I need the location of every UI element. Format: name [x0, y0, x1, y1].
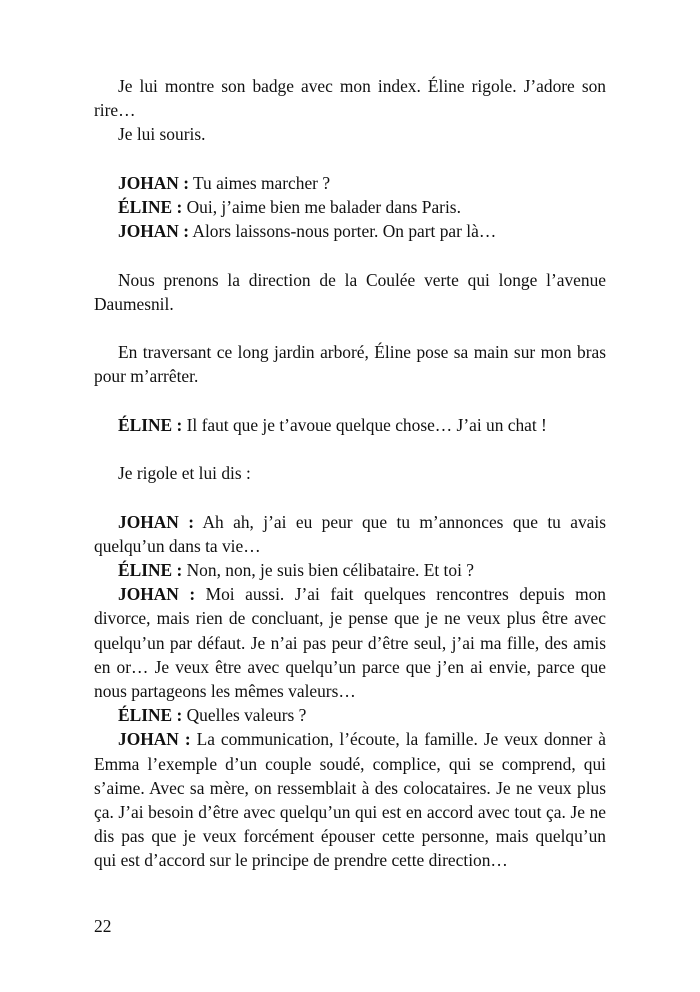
speaker-label: JOHAN : [118, 172, 190, 193]
narration-paragraph: Je rigole et lui dis : [118, 463, 251, 484]
narration-paragraph: Nous prenons la direction de la Coulée verte qui longe l’avenue Daumesnil. [94, 269, 606, 314]
dialogue-text: Il faut que je t’avoue quelque chose… J’ai un chat ! [182, 414, 547, 435]
speaker-label: JOHAN : [118, 729, 191, 750]
speaker-label: JOHAN : [118, 584, 196, 605]
dialogue-text: Tu aimes marcher ? [189, 172, 331, 193]
dialogue-text: La communication, l’écoute, la famille. Je veux donner à Emma l’exemple d’un couple soudé, complice, qui se comprend, qui s’aime. Avec sa mère, on ressemblait à des colocataires. Je ne veux plus ça. J’ai besoin d’être avec quelqu’un qui est en accord avec tout ça. Je ne dis pas que je veux forcément épouser cette personne, mais quelqu’un qui est d’accord sur le principe de prendre cette direction… [94, 729, 606, 871]
speaker-label: JOHAN : [118, 221, 190, 242]
dialogue-line [94, 727, 606, 872]
speaker-label: JOHAN : [118, 511, 195, 532]
dialogue-line [94, 413, 606, 437]
paragraph-gap [94, 243, 606, 267]
narration-paragraph: Je lui montre son badge avec mon index. Éline rigole. J’adore son rire… [94, 76, 606, 121]
dialogue-text: Quelles valeurs ? [182, 705, 307, 726]
narration-paragraph: En traversant ce long jardin arboré, Éline pose sa main sur mon bras pour m’arrêter. [94, 342, 606, 387]
narration-paragraph: Je lui souris. [118, 124, 206, 145]
speaker-label: ÉLINE : [118, 705, 183, 726]
paragraph-gap [94, 437, 606, 461]
speaker-label: ÉLINE : [118, 197, 183, 217]
page-number: 22 [94, 916, 112, 936]
speaker-label: ÉLINE : [118, 559, 183, 580]
paragraph-gap [94, 316, 606, 340]
dialogue-text: Alors laissons-nous porter. On part par là… [189, 221, 497, 242]
dialogue-line [94, 195, 606, 219]
dialogue-text: Oui, j’aime bien me balader dans Paris. [182, 197, 461, 217]
dialogue-text: Non, non, je suis bien célibataire. Et toi ? [182, 559, 474, 580]
dialogue-line [94, 171, 606, 195]
speaker-label: ÉLINE : [118, 414, 183, 435]
dialogue-text: Ah ah, j’ai eu peur que tu m’annonces que tu avais quelqu’un dans ta vie… [94, 511, 606, 556]
paragraph-gap [94, 485, 606, 509]
dialogue-line [94, 703, 606, 727]
paragraph-gap [94, 389, 606, 413]
dialogue-line [94, 510, 606, 558]
dialogue-line [94, 219, 606, 243]
paragraph-gap [94, 147, 606, 171]
book-page-body [94, 74, 606, 873]
dialogue-text: Moi aussi. J’ai fait quelques rencontres depuis mon divorce, mais rien de concluant, je pense que je ne veux plus être avec quelqu’un par défaut. Je n’ai pas peur d’être seul, j’ai ma fille, des amis en or… Je veux être avec quelqu’un parce que j’en ai envie, parce que nous partageons les mêmes valeurs… [94, 584, 607, 701]
dialogue-line [94, 582, 606, 703]
dialogue-line [94, 558, 606, 582]
